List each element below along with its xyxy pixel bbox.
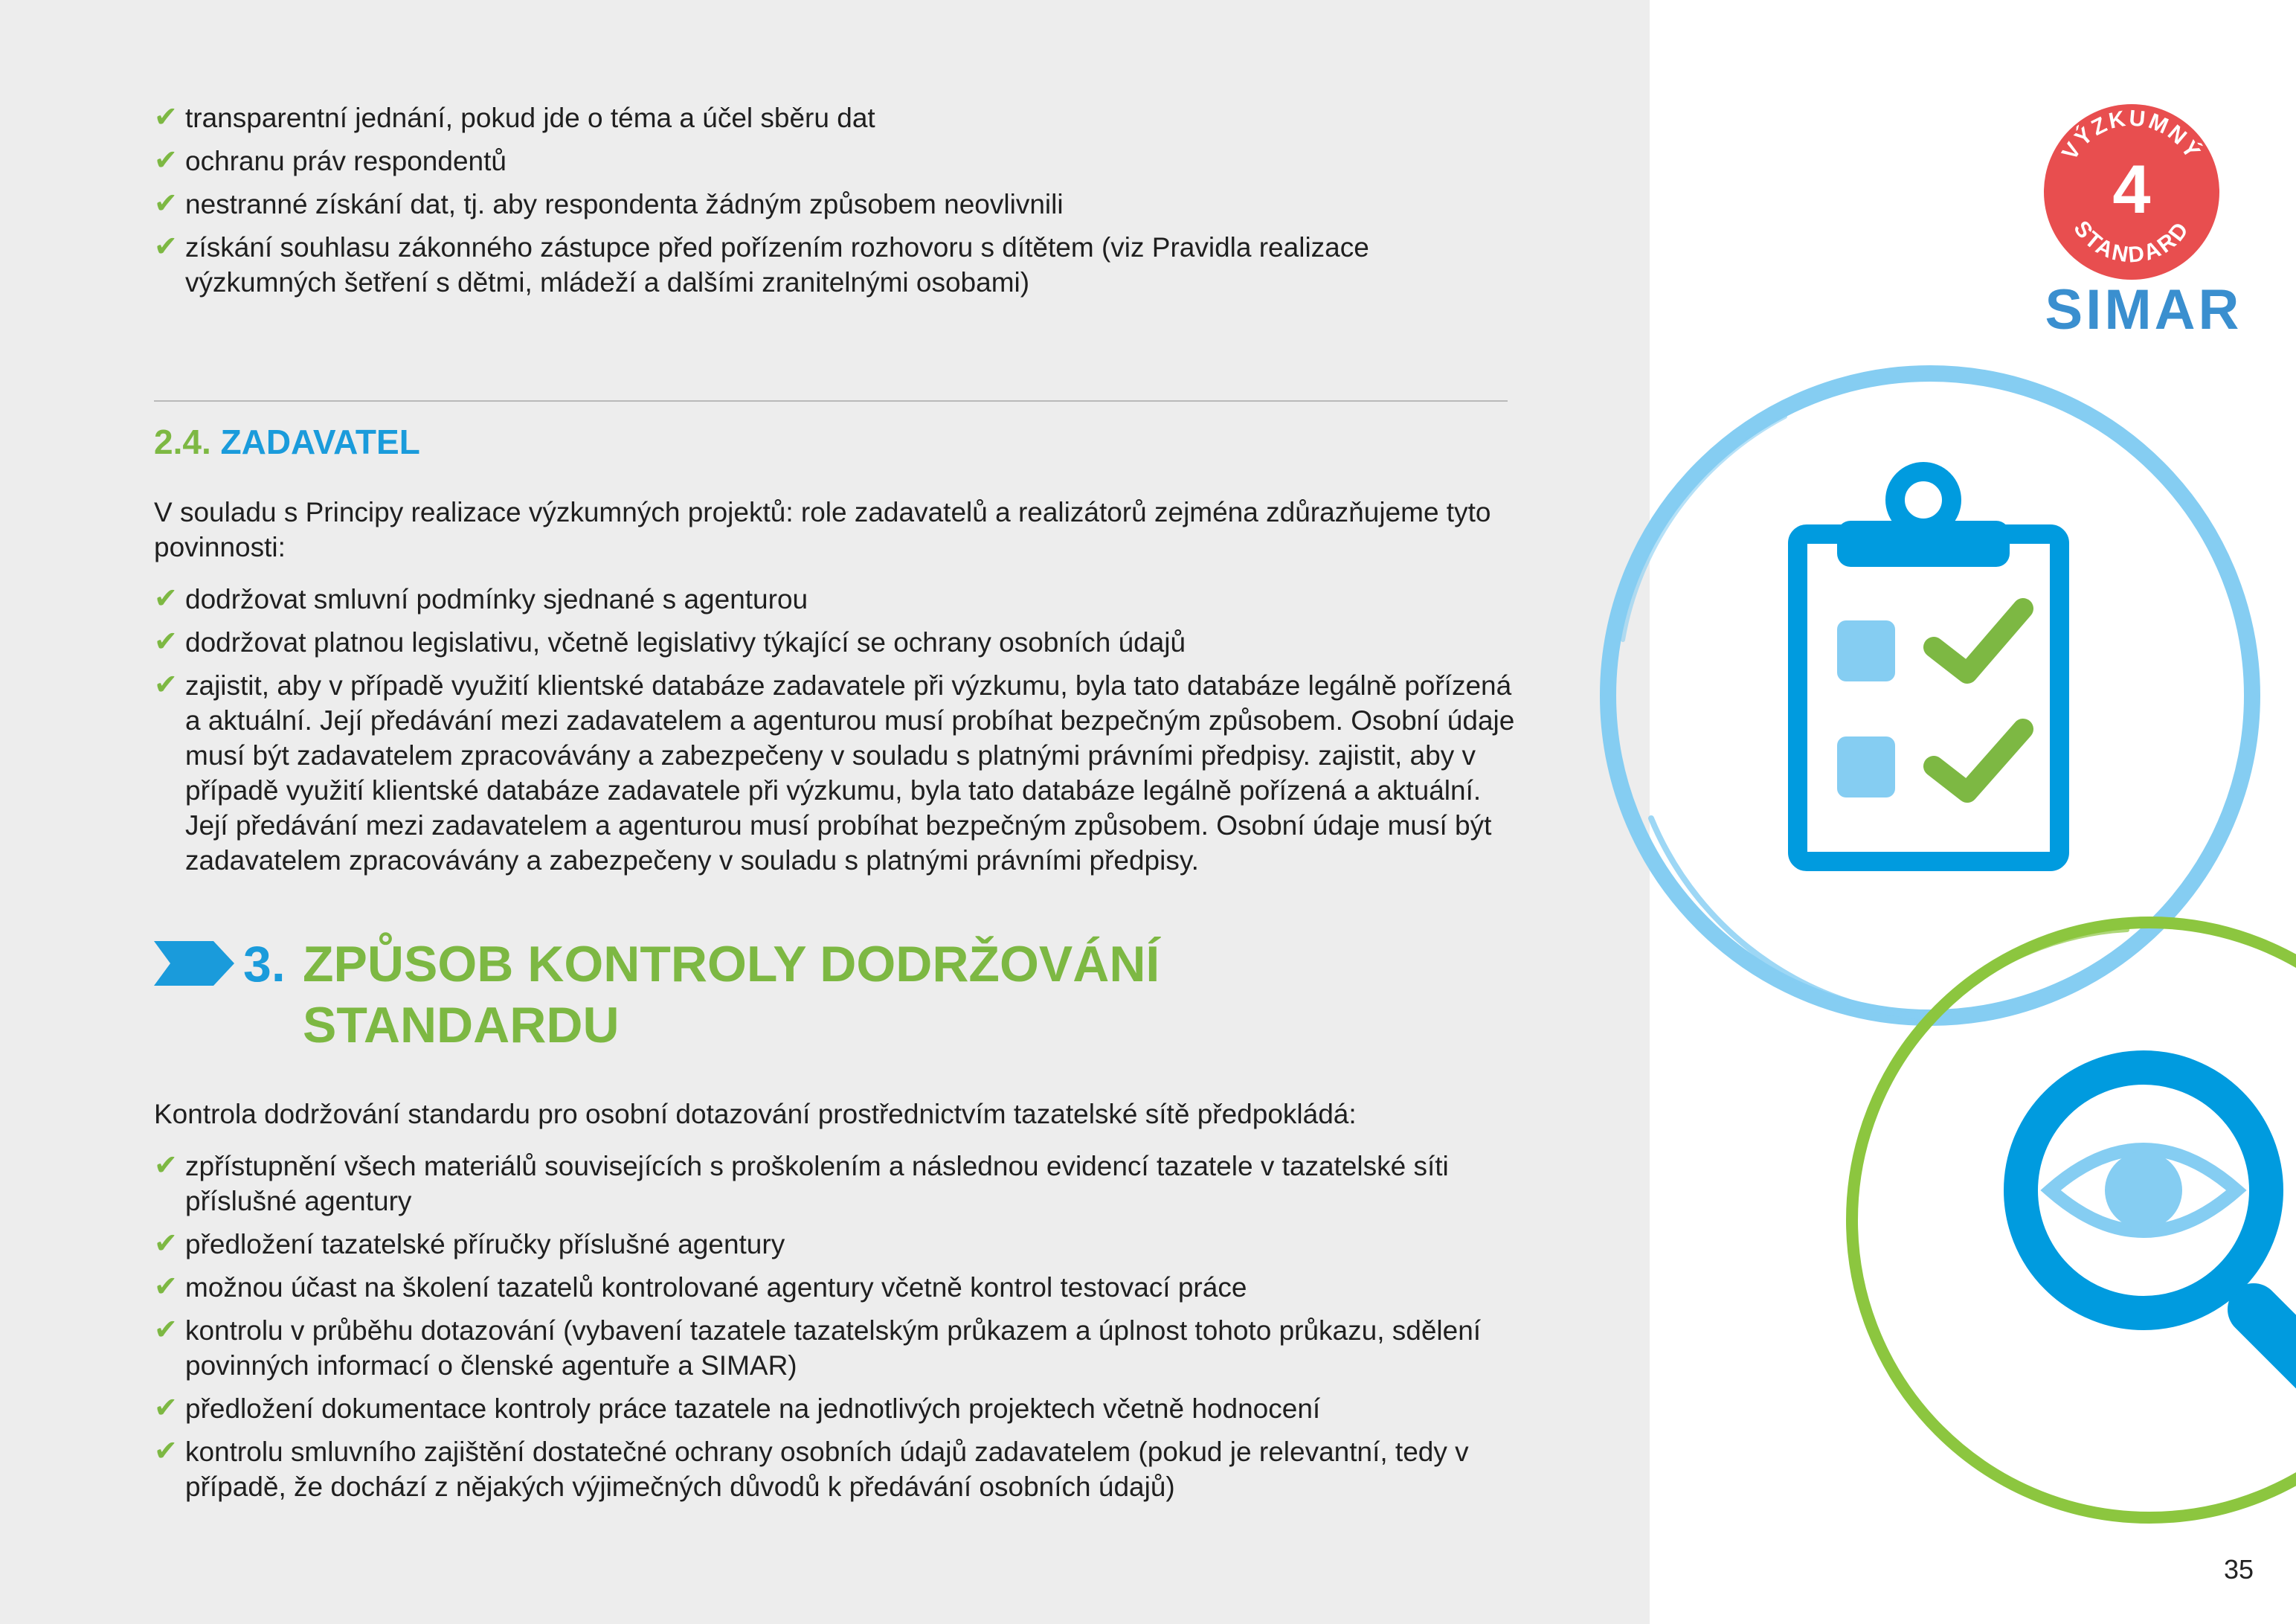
section-title: ZADAVATEL — [220, 423, 420, 461]
section-title — [303, 934, 1344, 1056]
side-illustration — [1562, 0, 2296, 1624]
list-item — [154, 230, 1515, 300]
list-item-text: ochranu práv respondentů — [185, 146, 507, 176]
list-item — [154, 1270, 1515, 1305]
list-item — [154, 1313, 1515, 1383]
clipboard-checklist-icon — [1798, 472, 2059, 861]
list-item — [154, 668, 1515, 878]
list-item — [154, 1391, 1515, 1426]
check-icon: ✔ — [154, 1436, 178, 1467]
check-icon: ✔ — [154, 102, 178, 133]
list-item-text: kontrolu v průběhu dotazování (vybavení tazatele tazatelským průkazem a úplnost tohoto průkazu, sdělení povinných informací o členské agentuře a SIMAR) — [185, 1315, 1482, 1381]
list-item — [154, 1149, 1515, 1219]
section-title-line: ZPŮSOB KONTROLY DODRŽOVÁNÍ — [303, 936, 1160, 992]
list-item — [154, 1227, 1515, 1262]
check-icon: ✔ — [154, 1271, 178, 1303]
list-item-text: předložení dokumentace kontroly práce tazatele na jednotlivých projektech včetně hodnocení — [185, 1393, 1321, 1424]
check-icon: ✔ — [154, 145, 178, 176]
check-icon: ✔ — [154, 583, 178, 614]
section-divider — [154, 400, 1508, 402]
section-heading-2-4 — [154, 422, 420, 462]
list-item-text: nestranné získání dat, tj. aby respondenta žádným způsobem neovlivnili — [185, 189, 1064, 219]
checklist-kontrola — [154, 1149, 1515, 1512]
section-title-line: STANDARDU — [303, 997, 620, 1053]
list-item-text: transparentní jednání, pokud jde o téma a účel sběru dat — [185, 103, 875, 133]
checklist-zadavatel — [154, 582, 1515, 886]
badge-number: 4 — [2112, 152, 2151, 228]
section-number: 3. — [243, 936, 286, 992]
list-item-text: zpřístupnění všech materiálů souvisejících s proškolením a následnou evidencí tazatele v tazatelské síti příslušné agentury — [185, 1151, 1449, 1216]
list-item — [154, 187, 1515, 222]
badge-ring-bottom: STANDARD — [2068, 216, 2195, 268]
brand-logo: SIMAR — [2045, 278, 2242, 341]
list-item — [154, 625, 1515, 660]
list-item — [154, 1434, 1515, 1504]
page-number: 35 — [2224, 1554, 2254, 1585]
list-item — [154, 582, 1515, 617]
badge-icon — [2044, 104, 2219, 280]
list-item-text: dodržovat platnou legislativu, včetně legislativy týkající se ochrany osobních údajů — [185, 627, 1186, 658]
check-icon: ✔ — [154, 188, 178, 219]
check-icon: ✔ — [154, 1315, 178, 1346]
list-item-text: získání souhlasu zákonného zástupce před pořízením rozhovoru s dítětem (viz Pravidla realizace výzkumných šetření s dětmi, mládeží a dalšími zranitelnými osobami) — [185, 232, 1369, 298]
checklist-top — [154, 100, 1515, 308]
section-2-4-intro: V souladu s Principy realizace výzkumných projektů: role zadavatelů a realizátorů zejména zdůrazňujeme tyto povinnosti: — [154, 497, 1491, 562]
list-item-text: dodržovat smluvní podmínky sjednané s agenturou — [185, 584, 808, 614]
section-3-intro: Kontrola dodržování standardu pro osobní dotazování prostřednictvím tazatelské sítě předpokládá: — [154, 1099, 1357, 1129]
check-icon: ✔ — [154, 670, 178, 701]
check-icon: ✔ — [154, 231, 178, 263]
list-item-text: možnou účast na školení tazatelů kontrolované agentury včetně kontrol testovací práce — [185, 1272, 1247, 1303]
check-icon: ✔ — [154, 1150, 178, 1181]
chevron-arrow-icon — [154, 941, 234, 986]
list-item-text: předložení tazatelské příručky příslušné agentury — [185, 1229, 785, 1259]
check-icon: ✔ — [154, 1228, 178, 1259]
section-number: 2.4. — [154, 423, 211, 461]
check-icon: ✔ — [154, 1393, 178, 1424]
list-item — [154, 144, 1515, 179]
list-item-text: kontrolu smluvního zajištění dostatečné ochrany osobních údajů zadavatelem (pokud je relevantní, tedy v případě, že dochází z nějakých výjimečných důvodů k předávání osobních údajů) — [185, 1437, 1469, 1502]
list-item-text: zajistit, aby v případě využití klientské databáze zadavatele při výzkumu, byla tato databáze legálně pořízená a aktuální. Její předávání mezi zadavatelem a agenturou musí probíhat bezpečným způsobem. Osobní údaje musí být zadavatelem zpracovávány a zabezpečeny v souladu s platnými právními předpisy. zajistit, aby v případě využití klientské databáze zadavatele při výzkumu, byla tato databáze legálně pořízená a aktuální. Její předávání mezi zadavatelem a agenturou musí probíhat bezpečným způsobem. Osobní údaje musí být zadavatelem zpracovávány a zabezpečeny v souladu s platnými právními předpisy. — [185, 670, 1515, 876]
magnifier-eye-icon — [2021, 1068, 2296, 1369]
badge-ring-top: VÝZKUMNÝ — [2057, 106, 2206, 165]
check-icon: ✔ — [154, 626, 178, 658]
list-item — [154, 100, 1515, 135]
